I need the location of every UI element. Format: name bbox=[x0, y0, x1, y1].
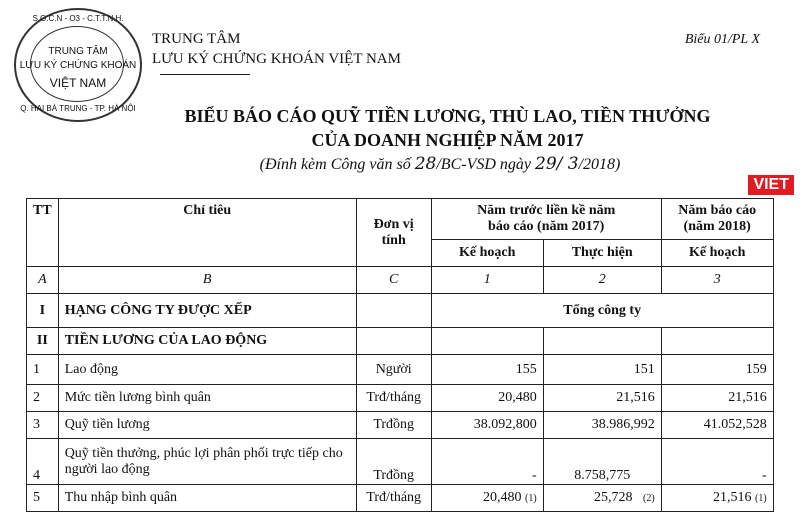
form-reference: Biểu 01/PL X bbox=[684, 32, 760, 47]
org-name-line2: LƯU KÝ CHỨNG KHOÁN VIỆT NAM bbox=[152, 51, 401, 67]
section-label: HẠNG CÔNG TY ĐƯỢC XẾP bbox=[58, 294, 356, 328]
plan-value: 20,480 bbox=[431, 385, 543, 412]
report-title: BIỂU BÁO CÁO QUỸ TIỀN LƯƠNG, THÙ LAO, TIỀN THƯỞNG bbox=[184, 106, 711, 126]
seal-line: LƯU KÝ CHỨNG KHOÁN bbox=[19, 60, 137, 71]
row-unit: Trđ/tháng bbox=[356, 385, 431, 412]
header-ke-hoach-2018: Kế hoạch bbox=[661, 240, 773, 267]
header-report-year: Năm báo cáo (năm 2018) bbox=[661, 199, 773, 240]
row-label: Lao động bbox=[58, 355, 356, 385]
section-label: TIỀN LƯƠNG CỦA LAO ĐỘNG bbox=[58, 328, 356, 355]
index-cell: B bbox=[58, 267, 356, 294]
plan-value: 20,480 bbox=[483, 490, 522, 505]
section-row bbox=[27, 294, 774, 328]
section-number: I bbox=[27, 294, 59, 328]
row-label: Quỹ tiền lương bbox=[58, 412, 356, 439]
seal-line: VIỆT NAM bbox=[49, 76, 107, 90]
company-rank-value: Tổng công ty bbox=[431, 294, 773, 328]
seal-line: TRUNG TÂM bbox=[48, 46, 108, 57]
handwritten-date: 29/ 3 bbox=[535, 154, 579, 174]
actual-value: 38.986,992 bbox=[543, 412, 661, 439]
row-number: 4 bbox=[27, 439, 59, 485]
salary-report-table bbox=[26, 198, 774, 512]
row-number: 5 bbox=[27, 485, 59, 512]
report-title-line2: CỦA DOANH NGHIỆP NĂM 2017 bbox=[311, 130, 584, 150]
subtitle-text: (Đính kèm Công văn số bbox=[259, 156, 411, 173]
section-number: II bbox=[27, 328, 59, 355]
table-row bbox=[27, 412, 774, 439]
row-label: Quỹ tiền thưởng, phúc lợi phân phối trực tiếp cho người lao động bbox=[58, 439, 356, 485]
plan-2018-value: 41.052,528 bbox=[661, 412, 773, 439]
table-row bbox=[27, 485, 774, 512]
index-row bbox=[27, 267, 774, 294]
actual-value: 21,516 bbox=[543, 385, 661, 412]
row-unit: Trđồng bbox=[356, 439, 431, 485]
header-chi-tieu: Chỉ tiêu bbox=[58, 199, 356, 267]
plan-value: 38.092,800 bbox=[431, 412, 543, 439]
row-unit: Trđồng bbox=[356, 412, 431, 439]
header-thuc-hien: Thực hiện bbox=[543, 240, 661, 267]
row-number: 2 bbox=[27, 385, 59, 412]
index-cell: A bbox=[27, 267, 59, 294]
divider bbox=[160, 74, 250, 75]
plan-2018-value: 21,516 bbox=[713, 490, 752, 505]
footnote-marker: (2) bbox=[643, 493, 655, 504]
index-cell: 2 bbox=[543, 267, 661, 294]
footnote-marker: (1) bbox=[525, 493, 537, 504]
plan-2018-value: - bbox=[661, 439, 773, 485]
row-number: 3 bbox=[27, 412, 59, 439]
table-row bbox=[27, 355, 774, 385]
row-label: Thu nhập bình quân bbox=[58, 485, 356, 512]
plan-value: - bbox=[431, 439, 543, 485]
official-seal bbox=[14, 8, 142, 122]
plan-2018-value: 159 bbox=[661, 355, 773, 385]
handwritten-doc-number: 28 bbox=[414, 154, 437, 174]
subtitle-text: /BC-VSD ngày bbox=[436, 156, 531, 173]
index-cell: 3 bbox=[661, 267, 773, 294]
header-don-vi: Đơn vị tính bbox=[356, 199, 431, 267]
org-name-line1: TRUNG TÂM bbox=[152, 31, 241, 47]
seal-ring-top: S.G.C.N - O3 - C.T.T.N.H. bbox=[32, 14, 124, 23]
table-row bbox=[27, 385, 774, 412]
report-subtitle bbox=[0, 154, 800, 174]
footnote-marker: (1) bbox=[755, 493, 767, 504]
actual-value: 25,728 bbox=[594, 490, 633, 505]
row-unit: Người bbox=[356, 355, 431, 385]
index-cell: C bbox=[356, 267, 431, 294]
table-row bbox=[27, 439, 774, 485]
actual-value: 8.758,775 bbox=[543, 439, 661, 485]
seal-ring-bottom: Q. HAI BÀ TRUNG - TP. HÀ NỘI bbox=[20, 104, 136, 113]
subtitle-text: /2018) bbox=[578, 156, 621, 173]
actual-value: 151 bbox=[543, 355, 661, 385]
plan-value: 155 bbox=[431, 355, 543, 385]
header-prev-year: Năm trước liền kề năm báo cáo (năm 2017) bbox=[431, 199, 661, 240]
index-cell: 1 bbox=[431, 267, 543, 294]
section-row bbox=[27, 328, 774, 355]
header-ke-hoach: Kế hoạch bbox=[431, 240, 543, 267]
row-unit: Trđ/tháng bbox=[356, 485, 431, 512]
row-number: 1 bbox=[27, 355, 59, 385]
plan-2018-value: 21,516 bbox=[661, 385, 773, 412]
row-label: Mức tiền lương bình quân bbox=[58, 385, 356, 412]
header-tt: TT bbox=[27, 199, 59, 267]
watermark-logo: VIET bbox=[748, 175, 794, 195]
